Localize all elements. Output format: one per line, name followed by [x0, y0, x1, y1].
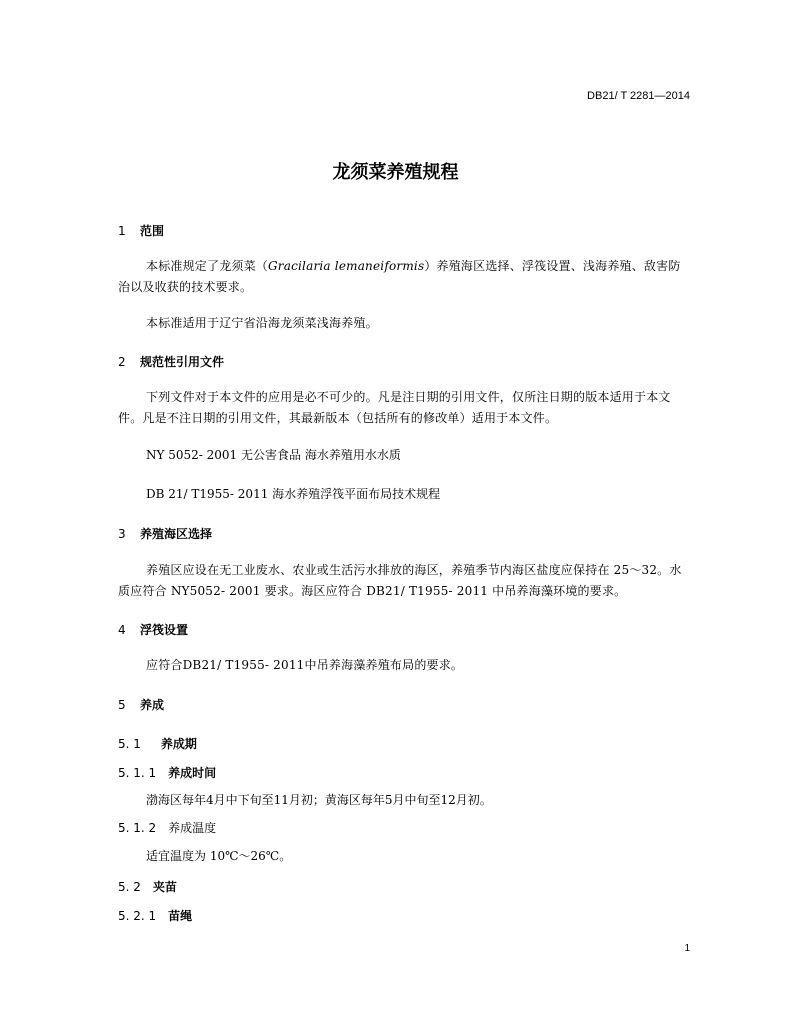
- subsection-number: 5. 1: [118, 737, 141, 751]
- references-paragraph: 下列文件对于本文件的应用是必不可少的。凡是注日期的引用文件，仅所注日期的版本适用于本文件。凡是不注日期的引用文件，其最新版本（包括所有的修改单）适用于本文件。: [118, 390, 671, 425]
- section-number: 3: [118, 527, 126, 541]
- document-title: 龙须菜养殖规程: [332, 162, 459, 183]
- reference-item: DB 21/ T1955- 2011 海水养殖浮筏平面布局技术规程: [146, 487, 441, 501]
- subsection-number: 5. 2: [118, 880, 141, 894]
- subsection-heading-grow-out-time: [118, 764, 216, 781]
- section-heading-normative-references: [118, 353, 224, 370]
- section-heading-scope: [118, 222, 164, 239]
- subsection-title: 养成时间: [168, 766, 217, 780]
- subsection-title: 养成期: [160, 737, 197, 751]
- section-heading-raft-setup: [118, 621, 188, 638]
- section-title: 养殖海区选择: [140, 527, 213, 541]
- section-title: 养成: [140, 698, 165, 712]
- subsection-title: 养成温度: [168, 821, 217, 835]
- scope-paragraph-1: 本标准规定了龙须菜（Gracilaria lemaneiformis）养殖海区选择、浮筏设置、浅海养殖、敌害防治以及收获的技术要求。: [118, 259, 681, 294]
- section-title: 规范性引用文件: [140, 355, 225, 369]
- section-number: 4: [118, 623, 126, 637]
- subsection-heading-seedling-clamping: [118, 878, 177, 895]
- subsection-title: 夹苗: [152, 880, 177, 894]
- subsection-number: 5. 1. 1: [118, 766, 157, 780]
- scope-paragraph-2: 本标准适用于辽宁省沿海龙须菜浅海养殖。: [146, 316, 378, 330]
- subsection-heading-grow-out-temperature: [118, 819, 216, 836]
- subsection-number: 5. 2. 1: [118, 909, 157, 923]
- raft-setup-paragraph: 应符合DB21/ T1955- 2011中吊养海藻养殖布局的要求。: [146, 658, 464, 672]
- section-title: 范围: [140, 224, 165, 238]
- standard-code: DB21/ T 2281—2014: [587, 90, 690, 102]
- page-number: 1: [684, 943, 690, 954]
- site-selection-paragraph: 养殖区应设在无工业废水、农业或生活污水排放的海区，养殖季节内海区盐度应保持在 25～32。水质应符合 NY5052- 2001 要求。海区应符合 DB21/ T1955- 2011 中吊养海藻环境的要求。: [118, 563, 682, 598]
- section-heading-grow-out: [118, 696, 164, 713]
- subsection-number: 5. 1. 2: [118, 821, 157, 835]
- latin-name: Gracilaria lemaneiformis: [268, 259, 425, 273]
- subsection-heading-grow-out-period: [118, 735, 197, 752]
- grow-out-time-text: 渤海区每年4月中下旬至11月初；黄海区每年5月中旬至12月初。: [146, 793, 492, 807]
- section-heading-site-selection: [118, 525, 212, 542]
- subsection-heading-seedling-rope: [118, 907, 192, 924]
- grow-out-temperature-text: 适宜温度为 10℃～26℃。: [146, 849, 292, 863]
- section-number: 1: [118, 224, 126, 238]
- reference-item: NY 5052- 2001 无公害食品 海水养殖用水水质: [146, 448, 401, 462]
- section-number: 2: [118, 355, 126, 369]
- subsection-title: 苗绳: [168, 909, 193, 923]
- section-title: 浮筏设置: [140, 623, 189, 637]
- section-number: 5: [118, 698, 126, 712]
